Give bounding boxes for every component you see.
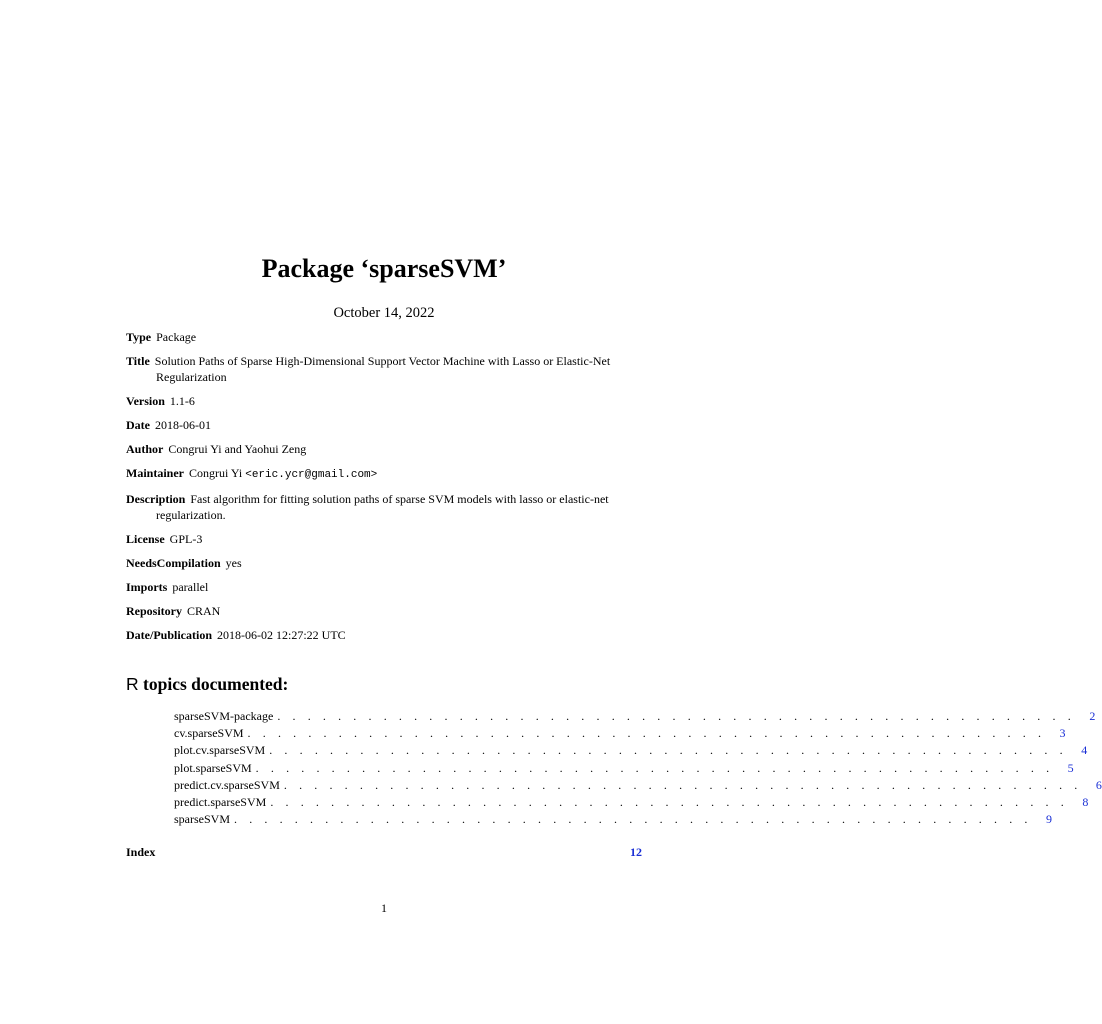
field-label: Maintainer bbox=[126, 466, 184, 480]
topics-heading-text: topics documented: bbox=[138, 674, 289, 694]
field-imports bbox=[126, 579, 626, 595]
toc-leader-dots: . . . . . . . . . . . . . . . . . . . . . . . . . . . . . . . . . . . . . . . . . . . . . . . . . . . . . bbox=[277, 709, 1076, 723]
toc-entry[interactable] bbox=[174, 742, 1088, 759]
field-label: Imports bbox=[126, 580, 168, 594]
field-label: Date/Publication bbox=[126, 628, 212, 642]
field-label: Title bbox=[126, 354, 150, 368]
table-of-contents bbox=[174, 708, 1102, 828]
field-label: Date bbox=[126, 418, 150, 432]
topics-heading bbox=[126, 672, 288, 696]
field-value: parallel bbox=[172, 580, 209, 594]
page-number: 1 bbox=[381, 901, 387, 915]
toc-entry[interactable] bbox=[174, 760, 1074, 777]
field-value: CRAN bbox=[187, 604, 221, 618]
toc-page-link[interactable]: 9 bbox=[1046, 812, 1052, 827]
field-maintainer bbox=[126, 465, 626, 483]
field-label: Description bbox=[126, 492, 186, 506]
field-value: 2018-06-01 bbox=[155, 418, 211, 432]
toc-page-link[interactable]: 3 bbox=[1059, 726, 1066, 741]
field-label: License bbox=[126, 532, 165, 546]
toc-entry-name: predict.cv.sparseSVM bbox=[174, 777, 280, 792]
toc-leader-dots: . . . . . . . . . . . . . . . . . . . . . . . . . . . . . . . . . . . . . . . . . . . . . . . . . . . . . bbox=[255, 760, 1054, 775]
field-license bbox=[126, 531, 626, 547]
field-value: 1.1-6 bbox=[169, 394, 195, 408]
field-value: Solution Paths of Sparse High-Dimensional Support Vector Machine with Lasso or Elastic-Net Regularization bbox=[154, 354, 611, 384]
r-logo-text: R bbox=[126, 674, 139, 694]
toc-leader-dots: . . . . . . . . . . . . . . . . . . . . . . . . . . . . . . . . . . . . . . . . . . . . . . . . . . . . . bbox=[247, 726, 1046, 741]
toc-page-link[interactable]: 6 bbox=[1095, 777, 1102, 792]
field-value: Fast algorithm for fitting solution paths of sparse SVM models with lasso or elastic-net regularization. bbox=[156, 492, 609, 522]
field-value: Congrui Yi and Yaohui Zeng bbox=[168, 442, 307, 456]
field-author bbox=[126, 441, 626, 457]
index-entry[interactable] bbox=[126, 843, 642, 861]
toc-entry[interactable] bbox=[174, 708, 1096, 725]
field-label: Repository bbox=[126, 604, 182, 618]
field-label: Type bbox=[126, 330, 152, 344]
document-date: October 14, 2022 bbox=[333, 305, 435, 321]
index-label: Index bbox=[126, 845, 156, 859]
field-value: 2018-06-02 12:27:22 UTC bbox=[217, 628, 346, 642]
field-date-publication bbox=[126, 627, 626, 643]
index-page-link[interactable]: 12 bbox=[630, 845, 642, 859]
toc-entry[interactable] bbox=[174, 794, 1089, 811]
field-label: Version bbox=[126, 394, 165, 408]
field-repository bbox=[126, 603, 626, 619]
toc-entry-name: cv.sparseSVM bbox=[174, 726, 244, 741]
field-type bbox=[126, 329, 626, 345]
field-value: Package bbox=[156, 330, 197, 344]
toc-page-link[interactable]: 4 bbox=[1081, 743, 1088, 758]
field-needscompilation bbox=[126, 555, 626, 571]
toc-entry[interactable] bbox=[174, 725, 1066, 742]
package-title: Package ‘sparseSVM’ bbox=[261, 254, 507, 283]
toc-entry-name: plot.sparseSVM bbox=[174, 760, 252, 775]
field-version bbox=[126, 393, 626, 409]
toc-leader-dots: . . . . . . . . . . . . . . . . . . . . . . . . . . . . . . . . . . . . . . . . . . . . . . . . . . . . . bbox=[269, 743, 1068, 758]
toc-leader-dots: . . . . . . . . . . . . . . . . . . . . . . . . . . . . . . . . . . . . . . . . . . . . . . . . . . . . . bbox=[283, 777, 1082, 792]
field-value: GPL-3 bbox=[169, 532, 203, 546]
toc-leader-dots: . . . . . . . . . . . . . . . . . . . . . . . . . . . . . . . . . . . . . . . . . . . . . . . . . . . . . bbox=[270, 794, 1069, 809]
toc-page-link[interactable]: 8 bbox=[1082, 794, 1089, 809]
field-value: Congrui Yi bbox=[189, 466, 243, 480]
field-label: NeedsCompilation bbox=[126, 556, 221, 570]
toc-entry-name: sparseSVM-package bbox=[174, 709, 274, 723]
toc-entry[interactable] bbox=[174, 811, 1052, 828]
description-fields bbox=[126, 329, 626, 651]
field-description bbox=[126, 491, 626, 523]
field-value: yes bbox=[225, 556, 242, 570]
toc-entry-name: sparseSVM bbox=[174, 812, 230, 827]
toc-entry[interactable] bbox=[174, 777, 1102, 794]
toc-page-link[interactable]: 2 bbox=[1089, 709, 1096, 723]
field-title bbox=[126, 353, 626, 385]
toc-entry-name: plot.cv.sparseSVM bbox=[174, 743, 266, 758]
field-label: Author bbox=[126, 442, 164, 456]
toc-leader-dots: . . . . . . . . . . . . . . . . . . . . . . . . . . . . . . . . . . . . . . . . . . . . . . . . . . . . . bbox=[234, 812, 1032, 827]
toc-entry-name: predict.sparseSVM bbox=[174, 794, 267, 809]
field-date bbox=[126, 417, 626, 433]
toc-page-link[interactable]: 5 bbox=[1067, 760, 1074, 775]
maintainer-email: <eric.ycr@gmail.com> bbox=[245, 469, 378, 481]
